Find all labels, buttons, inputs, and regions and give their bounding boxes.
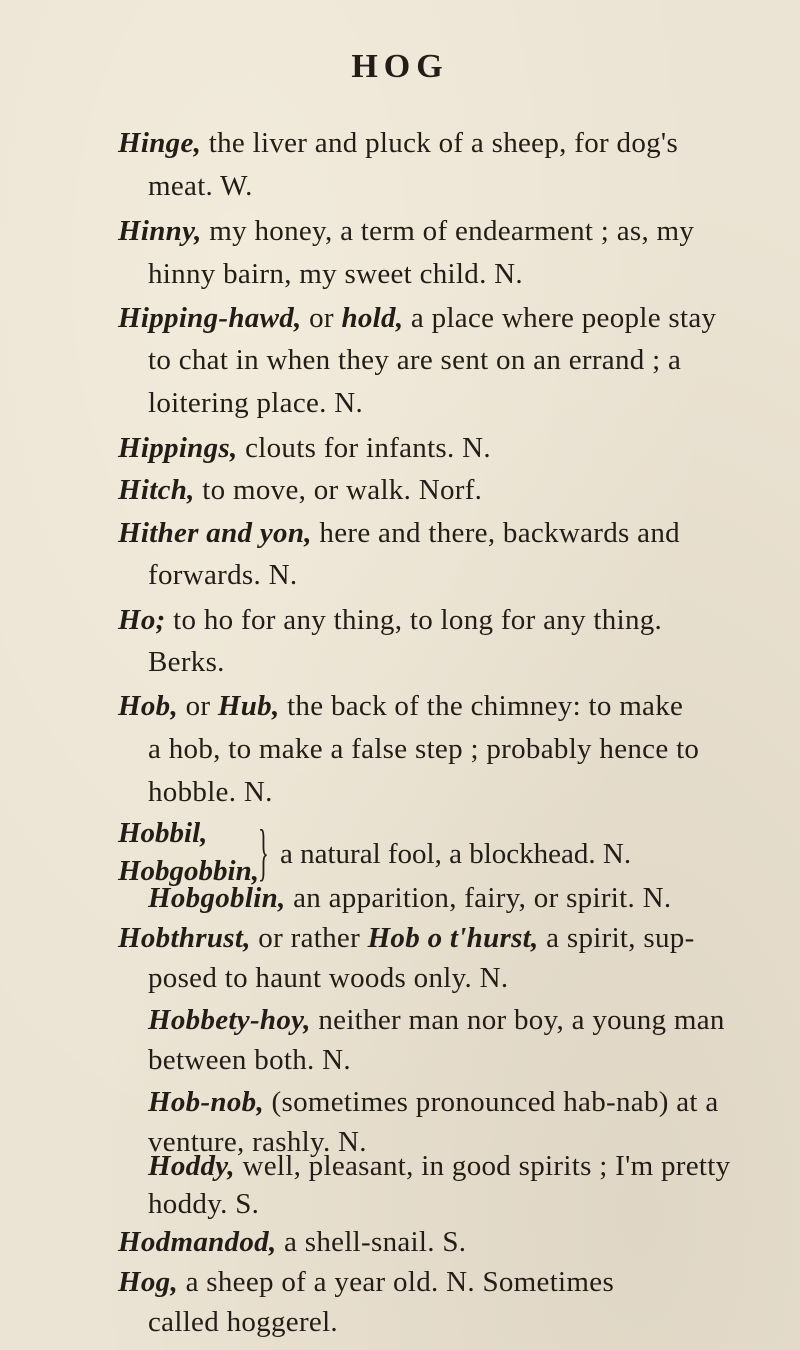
- headword: Hog,: [118, 1266, 179, 1298]
- entry-hipping-hawd-line-2: to chat in when they are sent on an errand ; a: [148, 344, 682, 376]
- entry-hob-line-2: a hob, to make a false step ; probably hence to: [148, 733, 700, 765]
- headword: Hobgobbin,: [118, 855, 259, 887]
- headword: Hither and yon,: [118, 517, 312, 549]
- entry-hobbety-hoy-line-1: [148, 1000, 725, 1040]
- definition: or rather: [250, 922, 368, 954]
- entry-hobthrust-line-2: posed to haunt woods only. N.: [148, 962, 509, 994]
- definition: the back of the chimney: to make: [279, 690, 684, 722]
- headword: Hobthrust,: [118, 922, 251, 954]
- headword: Hitch,: [118, 474, 195, 506]
- definition: to move, or walk. Norf.: [194, 474, 483, 506]
- running-head: HOG: [351, 48, 449, 85]
- definition: clouts for infants. N.: [237, 432, 491, 464]
- entry-hinge-line-1: [118, 123, 678, 163]
- entry-hog-line-1: [118, 1262, 614, 1302]
- headword-variant: Hub,: [217, 690, 280, 722]
- entry-hog-line-2: called hoggerel.: [148, 1306, 338, 1338]
- entry-hinny-line-1: [118, 211, 694, 251]
- entry-hoddy-line-1: [148, 1146, 730, 1186]
- definition: to ho for any thing, to long for any thing.: [165, 604, 663, 636]
- entry-ho-line-2: Berks.: [148, 646, 225, 678]
- headword: Hobbety-hoy,: [148, 1004, 311, 1036]
- definition: a place where people stay: [403, 302, 717, 334]
- definition: my honey, a term of endearment ; as, my: [201, 215, 695, 247]
- definition: well, pleasant, in good spirits ; I'm pretty: [234, 1150, 731, 1182]
- entry-hobbety-hoy-line-2: between both. N.: [148, 1044, 351, 1076]
- entry-hob-nob-line-1: [148, 1082, 719, 1122]
- entry-hob-line-3: hobble. N.: [148, 776, 273, 808]
- headword-variant: Hob o t'hurst,: [367, 922, 539, 954]
- entry-hodmandod-line-1: [118, 1222, 466, 1262]
- headword: Hippings,: [118, 432, 238, 464]
- headword: Ho;: [118, 604, 166, 636]
- definition: here and there, backwards and: [311, 517, 680, 549]
- entry-hipping-hawd-line-3: loitering place. N.: [148, 387, 364, 419]
- definition: a shell-snail. S.: [276, 1226, 467, 1258]
- headword: Hobgoblin,: [148, 882, 286, 914]
- headword: Hipping-hawd,: [118, 302, 302, 334]
- definition: a spirit, sup-: [538, 922, 695, 954]
- entry-hinge-line-2: meat. W.: [148, 170, 253, 202]
- definition: (sometimes pronounced hab-nab) at a: [264, 1086, 719, 1118]
- entry-hinny-line-2: hinny bairn, my sweet child. N.: [148, 258, 523, 290]
- headword: Hoddy,: [148, 1150, 235, 1182]
- definition: a sheep of a year old. N. Sometimes: [178, 1266, 615, 1298]
- brace-symbol: }: [258, 816, 269, 887]
- entry-hither-line-2: forwards. N.: [148, 559, 298, 591]
- entry-hobgoblin-line-1: [148, 878, 671, 918]
- entry-hither-line-1: [118, 513, 680, 553]
- definition: neither man nor boy, a young man: [310, 1004, 725, 1036]
- definition: or: [178, 690, 218, 722]
- definition: a natural fool, a blockhead. N.: [280, 838, 632, 870]
- entry-hippings-line-1: [118, 428, 491, 468]
- headword: Hob,: [118, 690, 179, 722]
- entry-hob-line-1: [118, 686, 683, 726]
- entry-hitch-line-1: [118, 470, 482, 510]
- entry-hob-nob-line-2: venture, rashly. N.: [148, 1126, 367, 1158]
- headword: Hodmandod,: [118, 1226, 277, 1258]
- headword: Hobbil,: [118, 817, 208, 849]
- headword: Hob-nob,: [148, 1086, 264, 1118]
- headword-variant: hold,: [341, 302, 404, 334]
- headword: Hinge,: [118, 127, 202, 159]
- entry-ho-line-1: [118, 600, 662, 640]
- entry-hipping-hawd-line-1: [118, 298, 716, 338]
- definition: an apparition, fairy, or spirit. N.: [285, 882, 672, 914]
- definition: the liver and pluck of a sheep, for dog's: [201, 127, 679, 159]
- entry-hobthrust-line-1: [118, 918, 695, 958]
- entry-hoddy-line-2: hoddy. S.: [148, 1188, 260, 1220]
- definition: or: [301, 302, 342, 334]
- headword: Hinny,: [118, 215, 202, 247]
